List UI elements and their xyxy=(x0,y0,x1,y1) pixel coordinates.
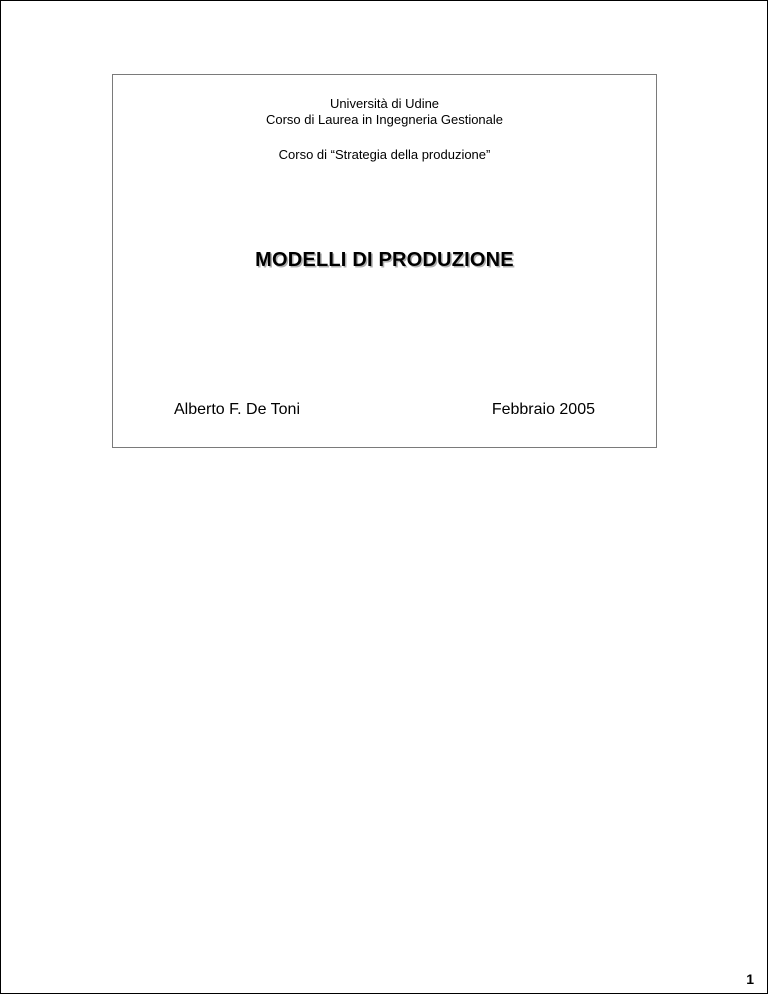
page-number: 1 xyxy=(746,971,754,987)
course-name: Corso di “Strategia della produzione” xyxy=(278,147,491,162)
university-name: Università di Udine xyxy=(329,96,440,111)
slide-frame xyxy=(112,74,657,448)
slide-title: MODELLI DI PRODUZIONE xyxy=(255,249,514,271)
presentation-date: Febbraio 2005 xyxy=(491,401,595,418)
slide-header xyxy=(113,96,656,128)
degree-name: Corso di Laurea in Ingegneria Gestionale xyxy=(265,112,504,127)
author-name: Alberto F. De Toni xyxy=(174,401,300,418)
